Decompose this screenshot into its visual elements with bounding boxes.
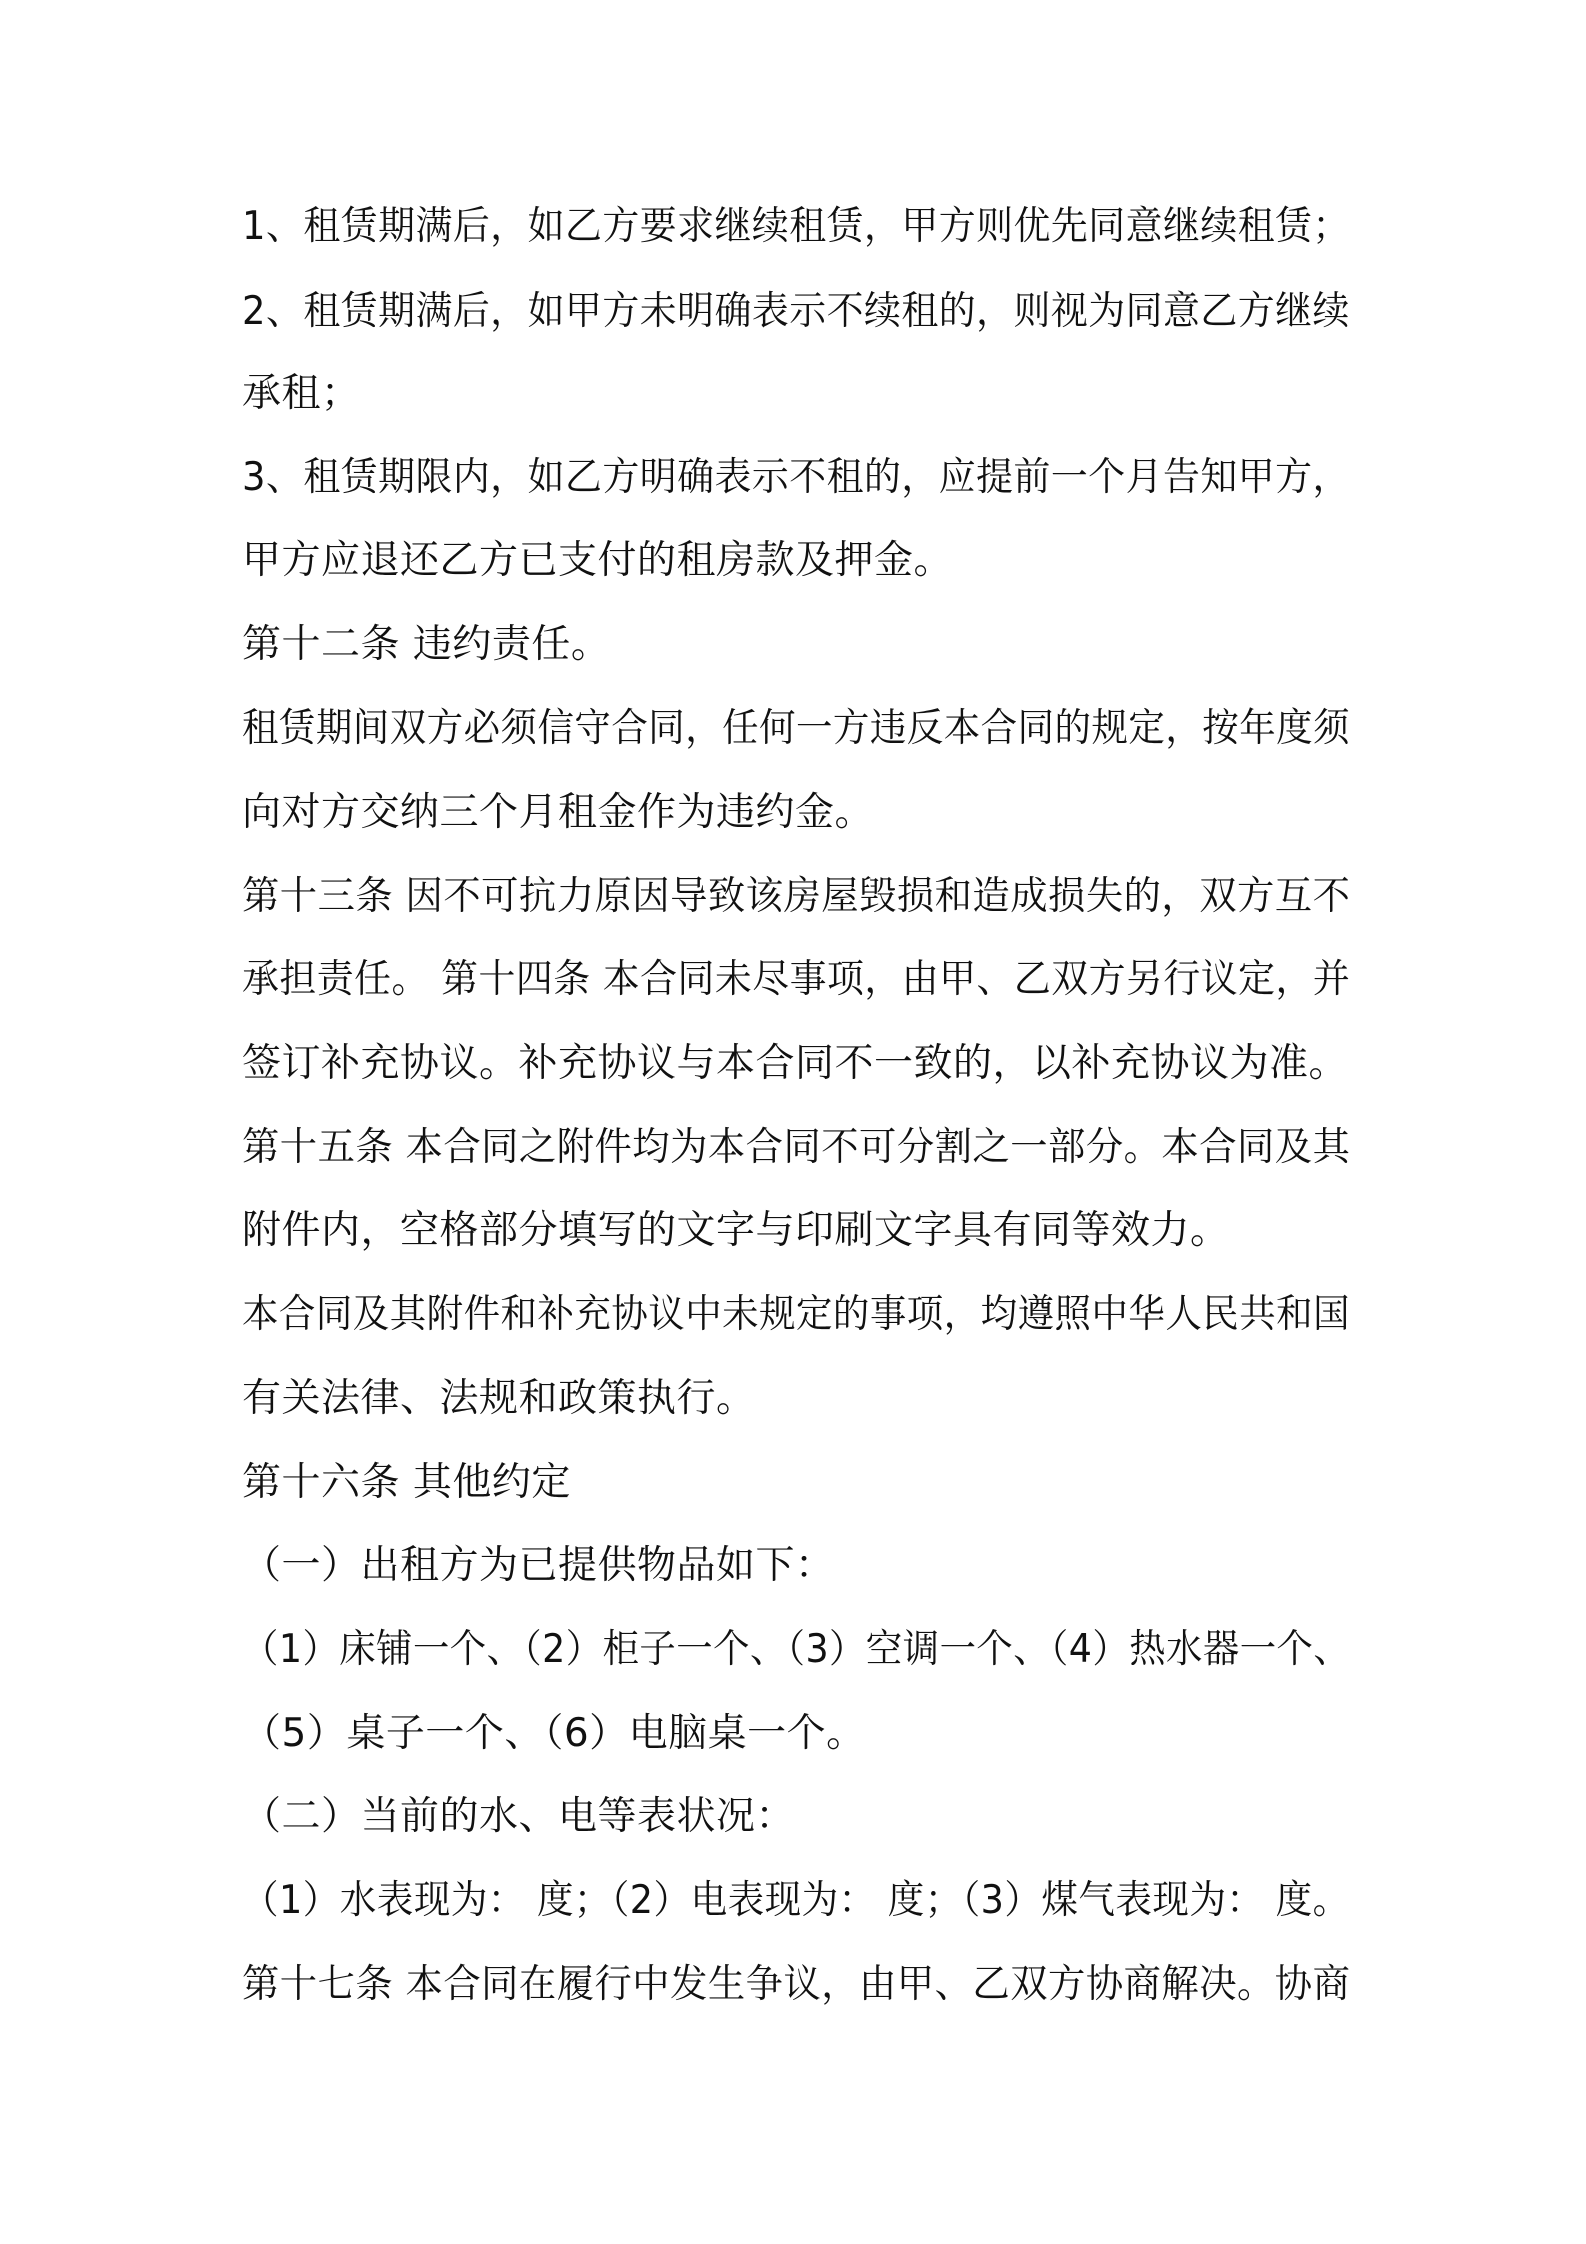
- text-line-17: （一）出租方为已提供物品如下：: [242, 1543, 835, 1588]
- text-line-22: 第十七条 本合同在履行中发生争议，由甲、乙双方协商解决。协商: [242, 1962, 1351, 2007]
- text-line-5: 甲方应退还乙方已支付的租房款及押金。: [242, 538, 954, 583]
- text-line-8: 向对方交纳三个月租金作为违约金。: [242, 790, 875, 835]
- text-line-20: （二）当前的水、电等表状况：: [242, 1794, 796, 1839]
- text-line-21: （1）水表现为： 度；（2）电表现为： 度；（3）煤气表现为： 度。: [242, 1878, 1350, 1923]
- text-line-11: 签订补充协议。补充协议与本合同不一致的，以补充协议为准。: [242, 1041, 1349, 1086]
- article-12-heading: 第十二条 违约责任。: [242, 622, 611, 667]
- text-line-18: （1）床铺一个、（2）柜子一个、（3）空调一个、（4）热水器一个、: [242, 1627, 1351, 1672]
- text-line-15: 有关法律、法规和政策执行。: [242, 1376, 756, 1421]
- text-line-12: 第十五条 本合同之附件均为本合同不可分割之一部分。本合同及其: [242, 1125, 1351, 1170]
- text-line-14: 本合同及其附件和补充协议中未规定的事项，均遵照中华人民共和国: [242, 1292, 1351, 1337]
- text-line-10: 承担责任。 第十四条 本合同未尽事项，由甲、乙双方另行议定，并: [242, 957, 1351, 1002]
- text-line-13: 附件内，空格部分填写的文字与印刷文字具有同等效力。: [242, 1208, 1230, 1253]
- text-line-19: （5）桌子一个、（6）电脑桌一个。: [242, 1711, 866, 1756]
- article-16-heading: 第十六条 其他约定: [242, 1460, 571, 1505]
- text-line-1: 1、租赁期满后，如乙方要求继续租赁，甲方则优先同意继续租赁；: [242, 204, 1350, 249]
- text-line-3: 承租；: [242, 371, 361, 416]
- text-line-2: 2、租赁期满后，如甲方未明确表示不续租的，则视为同意乙方继续: [242, 289, 1350, 334]
- text-line-9: 第十三条 因不可抗力原因导致该房屋毁损和造成损失的，双方互不: [242, 874, 1351, 919]
- text-line-4: 3、租赁期限内，如乙方明确表示不租的，应提前一个月告知甲方，: [242, 455, 1350, 500]
- text-line-7: 租赁期间双方必须信守合同，任何一方违反本合同的规定，按年度须: [242, 706, 1351, 751]
